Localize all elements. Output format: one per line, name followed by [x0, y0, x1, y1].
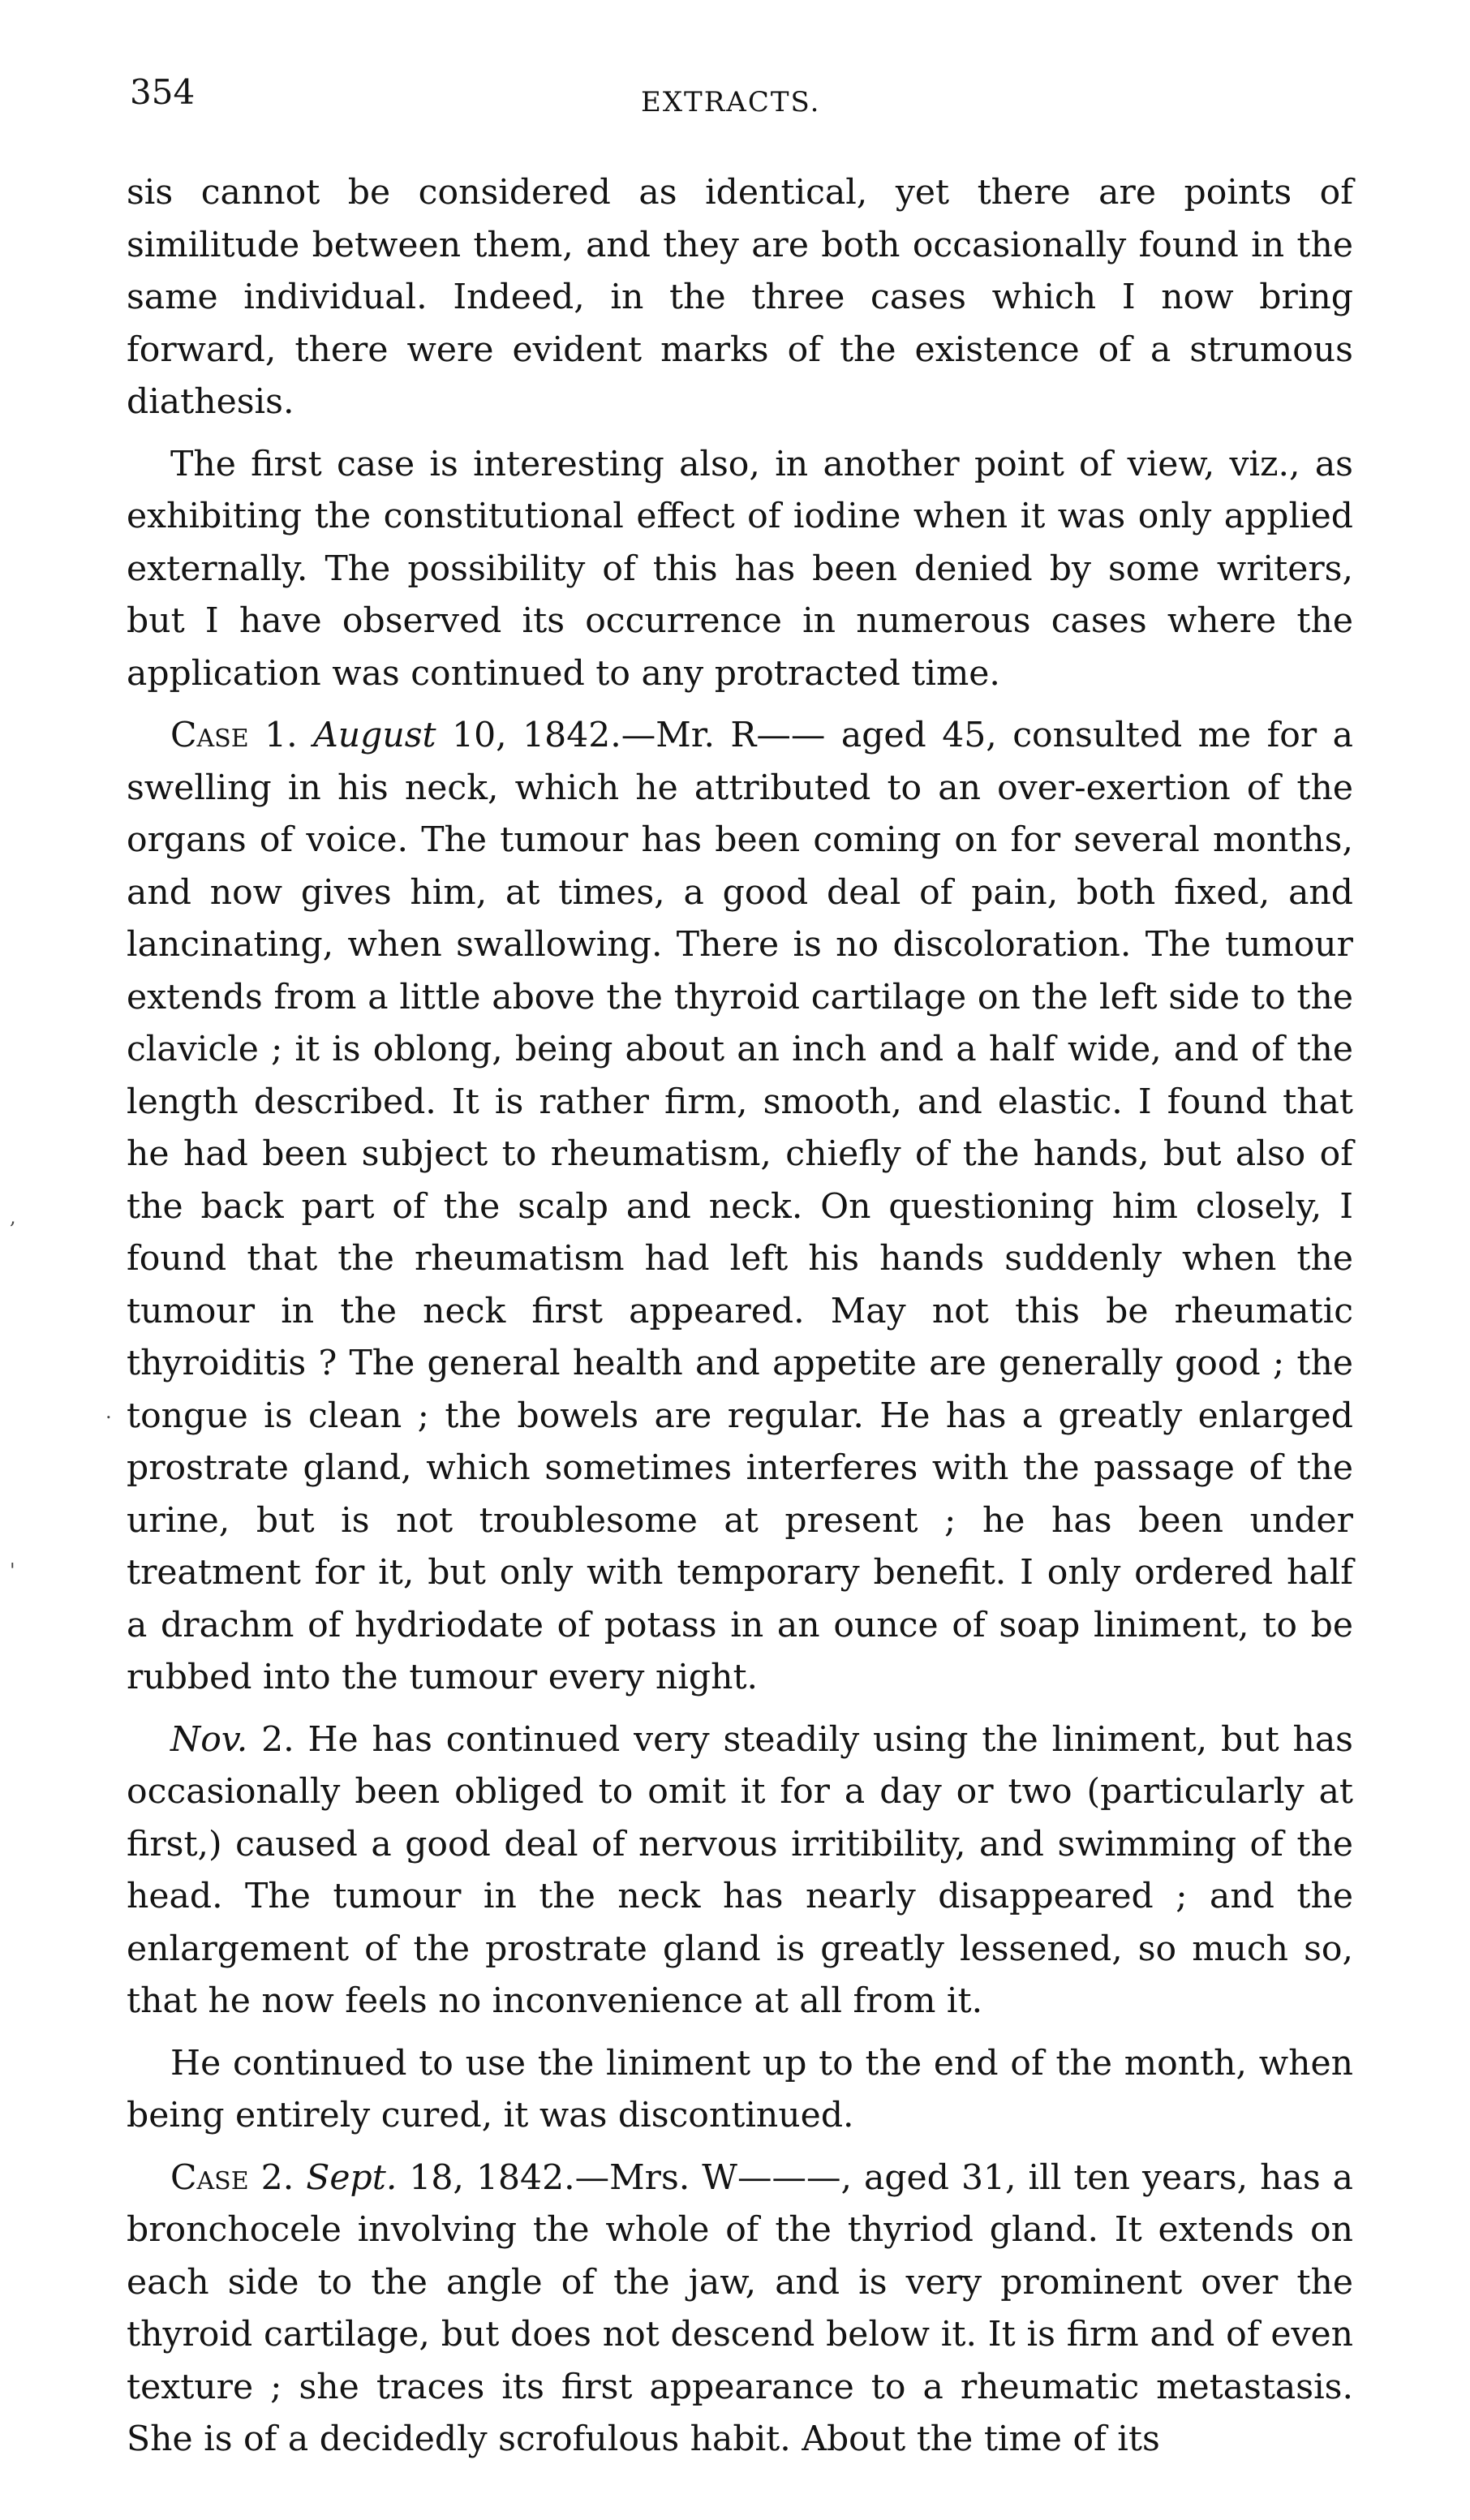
november-date: Nov. [170, 1719, 248, 1760]
paragraph-case-2 [127, 2152, 1353, 2466]
margin-mark-lower: ' [10, 1559, 15, 1582]
margin-mark-middle: . [105, 1400, 112, 1423]
case-1-label: Case [170, 716, 249, 755]
paragraph-iodine-effect: The first case is interesting also, in another point of view, viz., as exhibiting the constitutional effect of iodine when it was only applied externally. The possibility of this has been denied by some writers, but I have observed its occurrence in numerous cases where the application was continued to any protracted time. [127, 444, 1353, 694]
paragraph-cure: He continued to use the liniment up to the end of the month, when being entirely cured, it was discontinued. [127, 2043, 1353, 2135]
running-head: EXTRACTS. [641, 86, 821, 118]
paragraph-continuation: sis cannot be considered as identical, yet there are points of similitude between them, and they are both occasionally found in the same individual. Indeed, in the three cases which I now bring forward, there were evident marks of the existence of a strumous diathesis. [127, 173, 1353, 422]
case-1-text: 10, 1842.—Mr. R—— aged 45, consulted me for a swelling in his neck, which he attributed to an over-exertion of the organs of voice. The tumour has been coming on for several months, and now gives him, at times, a good deal of pain, both fixed, and lancinating, when swallowing. There is no discoloration. The tumour extends from a little above the thyroid cartilage on the left side to the clavicle ; it is oblong, being about an inch and a half wide, and of the length described. It is rather firm, smooth, and elastic. I found that he had been subject to rheumatism, chiefly of the hands, but also of the back part of the scalp and neck. On questioning him closely, I found that the rheumatism had left his hands suddenly when the tumour in the neck first appeared. May not this be rheumatic thyroiditis ? The general health and appetite are generally good ; the tongue is clean ; the bowels are regular. He has a greatly enlarged prostrate gland, which sometimes interferes with the passage of the urine, but is not troublesome at present ; he has been under treatment for it, but only with temporary benefit. I only ordered half a drachm of hydriodate of potass in an ounce of soap liniment, to be rubbed into the tumour every night. [127, 716, 1353, 1697]
case-1-date: August [313, 716, 436, 755]
case-2-label: Case [170, 2157, 249, 2198]
paragraph-november-followup [127, 1714, 1353, 2028]
november-text: 2. He has continued very steadily using the liniment, but has occasionally been obliged to omit it for a day or two (particularly at first,) caused a good deal of nervous irritibility, and swimming of the head. The tumour in the neck has nearly disappeared ; and the enlargement of the prostrate gland is greatly lessened, so much so, that he now feels no inconvenience at all from it. [127, 1719, 1353, 2021]
paragraph-case-1 [127, 710, 1353, 1705]
margin-mark-top: , [10, 1206, 16, 1228]
case-1-number: 1. [264, 716, 298, 755]
case-2-date: Sept. [306, 2157, 398, 2198]
case-2-number: 2. [260, 2157, 294, 2198]
body-text [127, 167, 1353, 2466]
case-2-text: 18, 1842.—Mrs. W———, aged 31, ill ten years, has a bronchocele involving the whole of the thyriod gland. It extends on each side to the angle of the jaw, and is very prominent over the thyroid cartilage, but does not descend below it. It is firm and of even texture ; she traces its first appearance to a rheumatic metastasis. She is of a decidedly scrofulous habit. About the time of its [127, 2157, 1354, 2459]
page-number: 354 [130, 72, 196, 112]
